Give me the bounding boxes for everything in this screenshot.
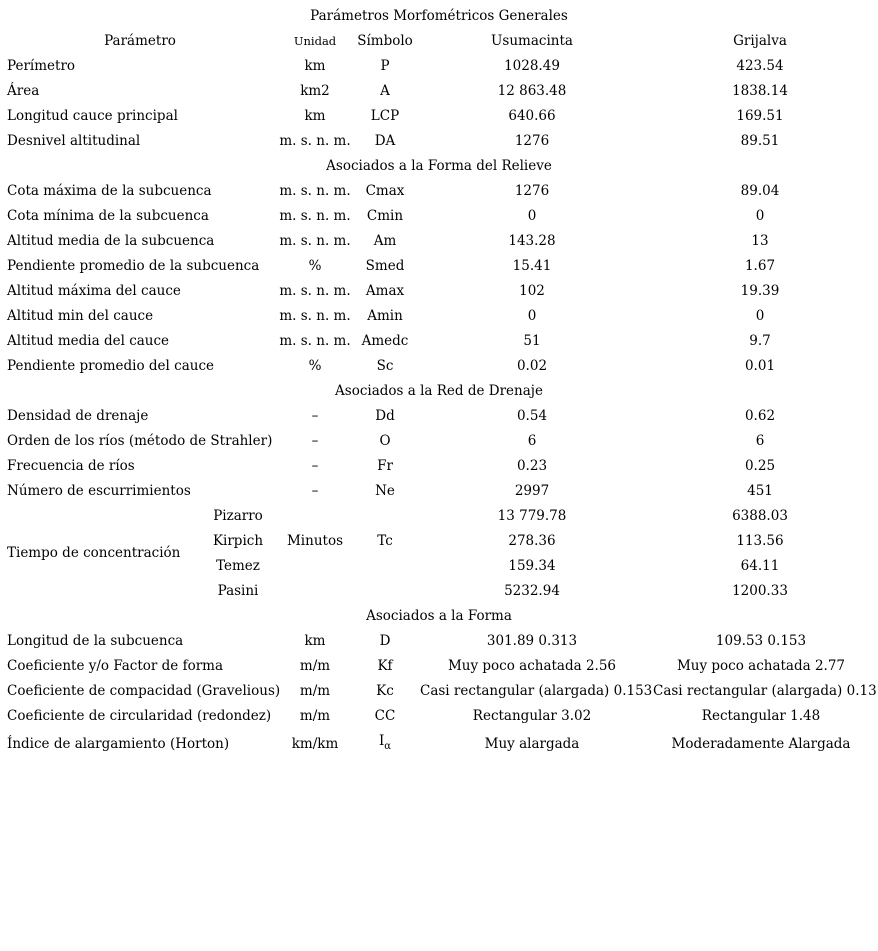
param-symbol: Ne <box>375 483 395 499</box>
param-symbol: Fr <box>377 458 393 474</box>
param-name: Cota máxima de la subcuenca <box>7 183 212 199</box>
value-usumacinta: 0.02 <box>516 358 548 374</box>
param-name: Coeficiente de circularidad (redondez) <box>7 708 272 724</box>
param-unit: % <box>308 258 322 274</box>
param-symbol: CC <box>374 708 396 724</box>
header-usumacinta: Usumacinta <box>491 33 573 49</box>
value-usumacinta: 51 <box>523 333 541 349</box>
value-grijalva: 1838.14 <box>732 83 788 99</box>
param-name: Pendiente promedio de la subcuenca <box>7 258 260 274</box>
param-name: Coeficiente de compacidad (Gravelious) <box>7 683 281 699</box>
symbol-base: I <box>378 733 385 749</box>
param-name: Longitud de la subcuenca <box>7 633 184 649</box>
value-grijalva: 89.04 <box>740 183 780 199</box>
value-grijalva: 0.01 <box>744 358 776 374</box>
section-title-drenaje: Asociados a la Red de Drenaje <box>335 383 543 399</box>
param-symbol: Cmax <box>365 183 405 199</box>
param-unit: m. s. n. m. <box>279 283 351 299</box>
value-usumacinta: 0 <box>527 208 537 224</box>
param-unit: m/m <box>299 683 331 699</box>
param-unit: m. s. n. m. <box>279 308 351 324</box>
table-title: Parámetros Morfométricos Generales <box>310 8 568 24</box>
param-name: Pendiente promedio del cauce <box>7 358 214 374</box>
param-name: Orden de los ríos (método de Strahler) <box>7 433 273 449</box>
param-name: Número de escurrimientos <box>7 483 191 499</box>
param-unit: m. s. n. m. <box>279 208 351 224</box>
param-unit: m/m <box>299 708 331 724</box>
value-grijalva: 19.39 <box>740 283 780 299</box>
param-symbol <box>345 729 425 754</box>
header-unidad: Unidad <box>293 34 337 48</box>
value-grijalva: 0.25 <box>744 458 776 474</box>
param-name: Altitud min del cauce <box>7 308 154 324</box>
param-symbol: Amax <box>365 283 405 299</box>
value-grijalva: 423.54 <box>736 58 784 74</box>
param-unit: km <box>304 58 326 74</box>
param-symbol: Amin <box>367 308 403 324</box>
param-symbol: Smed <box>365 258 405 274</box>
symbol-subscript: α <box>384 741 392 752</box>
param-unit: – <box>311 433 319 449</box>
param-unit: – <box>311 408 319 424</box>
tc-method: Temez <box>216 558 260 574</box>
param-symbol: Cmin <box>366 208 404 224</box>
param-name: Cota mínima de la subcuenca <box>7 208 209 224</box>
param-symbol: Amedc <box>361 333 409 349</box>
value-grijalva: 0 <box>755 308 765 324</box>
tc-method: Pasini <box>217 583 259 599</box>
param-symbol: Kc <box>376 683 394 699</box>
param-symbol: A <box>380 83 390 99</box>
param-unit: m/m <box>299 658 331 674</box>
param-name: Longitud cauce principal <box>7 108 178 124</box>
param-symbol: LCP <box>370 108 400 124</box>
param-unit: km <box>304 633 326 649</box>
param-unit: m. s. n. m. <box>279 333 351 349</box>
param-name: Frecuencia de ríos <box>7 458 135 474</box>
value-usumacinta: 1028.49 <box>504 58 560 74</box>
param-symbol: Dd <box>375 408 395 424</box>
tc-method: Kirpich <box>212 533 264 549</box>
header-parametro: Parámetro <box>104 33 176 49</box>
value-usumacinta: 13 779.78 <box>497 508 567 524</box>
value-usumacinta: 0.54 <box>516 408 548 424</box>
section-title-relieve: Asociados a la Forma del Relieve <box>326 158 552 174</box>
param-symbol: Kf <box>377 658 393 674</box>
value-grijalva: 1.67 <box>744 258 776 274</box>
param-name: Área <box>7 83 40 99</box>
tc-method: Pizarro <box>213 508 263 524</box>
param-name: Perímetro <box>7 58 76 74</box>
value-usumacinta: 0 <box>527 308 537 324</box>
value-usumacinta: Muy poco achatada 2.56 <box>447 658 617 674</box>
param-name: Coeficiente y/o Factor de forma <box>7 658 224 674</box>
value-usumacinta: Casi rectangular (alargada) 0.153 <box>420 683 653 699</box>
value-usumacinta: 5232.94 <box>504 583 560 599</box>
value-grijalva: 6388.03 <box>732 508 788 524</box>
param-unit: m. s. n. m. <box>279 133 351 149</box>
param-symbol: Am <box>373 233 397 249</box>
param-unit: % <box>308 358 322 374</box>
header-simbolo: Símbolo <box>357 33 413 49</box>
param-symbol: Sc <box>376 358 394 374</box>
value-grijalva: 1200.33 <box>732 583 788 599</box>
param-name: Altitud máxima del cauce <box>7 283 181 299</box>
value-usumacinta: 12 863.48 <box>497 83 567 99</box>
param-name: Densidad de drenaje <box>7 408 149 424</box>
param-unit: – <box>311 483 319 499</box>
tc-name: Tiempo de concentración <box>7 545 181 561</box>
param-name: Altitud media de la subcuenca <box>7 233 215 249</box>
param-name: Desnivel altitudinal <box>7 133 141 149</box>
param-unit: – <box>311 458 319 474</box>
param-unit: m. s. n. m. <box>279 233 351 249</box>
value-usumacinta: Rectangular 3.02 <box>472 708 592 724</box>
value-usumacinta: 159.34 <box>508 558 556 574</box>
value-grijalva: 6 <box>755 433 765 449</box>
value-usumacinta: 0.23 <box>516 458 548 474</box>
value-usumacinta: 6 <box>527 433 537 449</box>
value-grijalva: 451 <box>747 483 773 499</box>
param-symbol: P <box>380 58 390 74</box>
value-grijalva: 0 <box>755 208 765 224</box>
value-usumacinta: 15.41 <box>512 258 552 274</box>
param-name: Altitud media del cauce <box>7 333 170 349</box>
param-unit: m. s. n. m. <box>279 183 351 199</box>
value-usumacinta: 301.89 0.313 <box>486 633 578 649</box>
value-usumacinta: 2997 <box>514 483 550 499</box>
value-grijalva: Muy poco achatada 2.77 <box>676 658 846 674</box>
value-grijalva: 113.56 <box>736 533 784 549</box>
value-usumacinta: 640.66 <box>508 108 556 124</box>
value-grijalva: 0.62 <box>744 408 776 424</box>
value-usumacinta: 278.36 <box>508 533 556 549</box>
param-symbol: D <box>379 633 391 649</box>
tc-symbol: Tc <box>377 533 393 549</box>
value-grijalva: 13 <box>751 233 769 249</box>
value-grijalva: 9.7 <box>749 333 771 349</box>
value-grijalva: Casi rectangular (alargada) 0.13 <box>653 683 877 699</box>
param-unit: km/km <box>291 736 339 752</box>
value-usumacinta: 1276 <box>514 133 550 149</box>
section-title-forma: Asociados a la Forma <box>366 608 512 624</box>
param-unit: km <box>304 108 326 124</box>
value-grijalva: 89.51 <box>740 133 780 149</box>
value-usumacinta: 1276 <box>514 183 550 199</box>
value-grijalva: Rectangular 1.48 <box>701 708 821 724</box>
value-usumacinta: Muy alargada <box>484 736 580 752</box>
param-unit: km2 <box>300 83 330 99</box>
value-usumacinta: 143.28 <box>508 233 556 249</box>
param-symbol: O <box>379 433 391 449</box>
value-grijalva: 109.53 0.153 <box>715 633 807 649</box>
param-name: Índice de alargamiento (Horton) <box>7 736 230 752</box>
value-grijalva: Moderadamente Alargada <box>671 736 851 752</box>
param-symbol: DA <box>374 133 396 149</box>
value-grijalva: 169.51 <box>736 108 784 124</box>
header-grijalva: Grijalva <box>733 33 787 49</box>
value-usumacinta: 102 <box>519 283 545 299</box>
value-grijalva: 64.11 <box>740 558 780 574</box>
tc-unit: Minutos <box>286 533 343 549</box>
